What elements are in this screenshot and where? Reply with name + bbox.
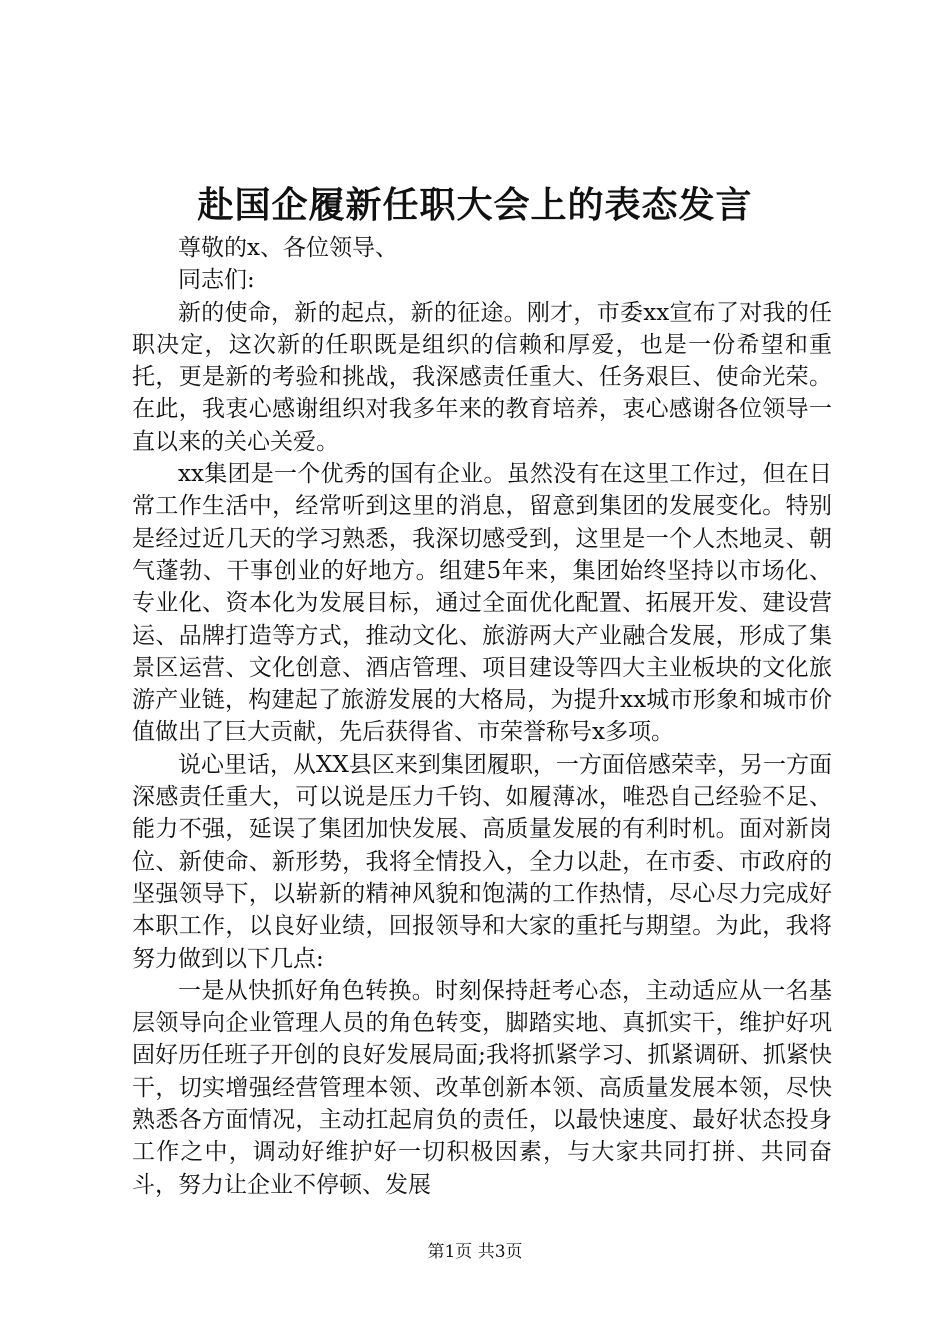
- document-title: 赴国企履新任职大会上的表态发言: [197, 184, 753, 226]
- body-paragraph: 新的使命，新的起点，新的征途。刚才，市委xx宣布了对我的任职决定，这次新的任职既是组织的信赖和厚爱，也是一份希望和重托，更是新的考验和挑战，我深感责任重大、任务艰巨、使命光荣。在此，我衷心感谢组织对我多年来的教育培养，衷心感谢各位领导一直以来的关心关爱。: [132, 299, 832, 455]
- body-paragraph: xx集团是一个优秀的国有企业。虽然没有在这里工作过，但在日常工作生活中，经常听到这里的消息，留意到集团的发展变化。特别是经过近几天的学习熟悉，我深切感受到，这里是一个人杰地灵、朝气蓬勃、干事创业的好地方。组建5年来，集团始终坚持以市场化、专业化、资本化为发展目标，通过全面优化配置、拓展开发、建设营运、品牌打造等方式，推动文化、旅游两大产业融合发展，形成了集景区运营、文化创意、酒店管理、项目建设等四大主业板块的文化旅游产业链，构建起了旅游发展的大格局，为提升xx城市形象和城市价值做出了巨大贡献，先后获得省、市荣誉称号x多项。: [132, 461, 832, 746]
- salutation-line: 同志们:: [178, 267, 255, 294]
- body-paragraph: 说心里话，从XX县区来到集团履职，一方面倍感荣幸，另一方面深感责任重大，可以说是压力千钧、如履薄冰，唯恐自己经验不足、能力不强，延误了集团加快发展、高质量发展的有利时机。面对新岗位、新使命、新形势，我将全情投入，全力以赴，在市委、市政府的坚强领导下，以崭新的精神风貌和饱满的工作热情，尽心尽力完成好本职工作，以良好业绩，回报领导和大家的重托与期望。为此，我将努力做到以下几点:: [132, 751, 832, 972]
- salutation-line: 尊敬的x、各位领导、: [178, 235, 398, 261]
- body-paragraph: 一是从快抓好角色转换。时刻保持赶考心态，主动适应从一名基层领导向企业管理人员的角色转变，脚踏实地、真抓实干，维护好巩固好历任班子开创的良好发展局面;我将抓紧学习、抓紧调研、抓紧快干，切实增强经营管理本领、改革创新本领、高质量发展本领，尽快熟悉各方面情况，主动扛起肩负的责任，以最快速度、最好状态投身工作之中，调动好维护好一切积极因素，与大家共同打拼、共同奋斗，努力让企业不停顿、发展: [132, 977, 832, 1198]
- document-body: [132, 232, 832, 1201]
- page-footer: 第1页 共3页: [427, 1242, 523, 1262]
